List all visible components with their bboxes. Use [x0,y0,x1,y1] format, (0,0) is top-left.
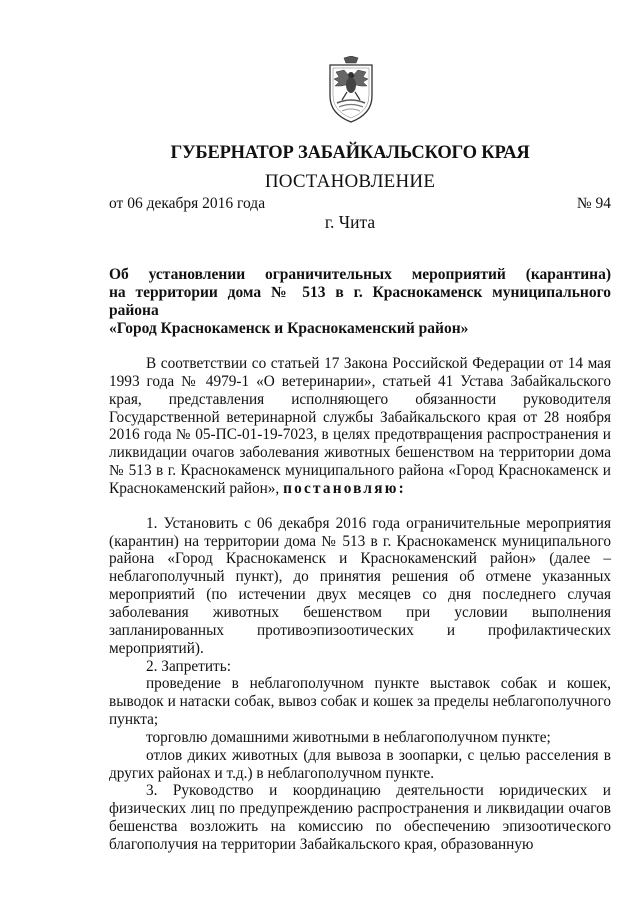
document-type: ПОСТАНОВЛЕНИЕ [264,171,436,192]
item-1-paragraph: 1. Установить с 06 декабря 2016 года ограничительные мероприятия (карантин) на территории дома № 513 в г. Краснокаменск муниципального района «Город Краснокаменск и Краснокаменский район» (далее – неблагополучный пункт), до принятия решения об отмене указанных мероприятий (по истечении двух месяцев со дня последнего случая заболевания животных бешенством при условии выполнения запланированных противоэпизоотических и профилактических мероприятий). [109,514,611,657]
document-body [109,355,611,854]
title-line-2: на территории дома № 513 в г. Краснокаменск муниципального района [109,284,611,319]
coat-of-arms-emblem [326,56,376,124]
ban-2-paragraph: торговлю домашними животными в неблагополучном пункте; [146,728,551,746]
ban-1-paragraph: проведение в неблагополучном пункте выставок собак и кошек, выводок и натаски собак, вывоз собак и кошек за пределы неблагополучного пункта; [109,675,611,729]
decree-word: постановляю: [283,479,406,497]
item-3-paragraph: 3. Руководство и координацию деятельности юридических и физических лиц по предупреждению распространения и ликвидации очагов бешенства возложить на комиссию по обеспечению эпизоотического благополучия на территории Забайкальского края, образованную [109,782,611,853]
document-date: от 06 декабря 2016 года [109,195,266,212]
intro-paragraph [109,355,611,498]
document-title [109,266,611,338]
issuing-authority: ГУБЕРНАТОР ЗАБАЙКАЛЬСКОГО КРАЯ [170,143,530,163]
title-line-1: Об установлении ограничительных мероприятий (карантина) [109,266,611,283]
eagle-crest-icon [326,56,376,124]
item-2-paragraph: 2. Запретить: [146,657,231,675]
document-city: г. Чита [324,212,376,232]
document-number: № 94 [576,195,611,212]
intro-text: В соответствии со статьей 17 Закона Российской Федерации от 14 мая 1993 года № 4979-1 «О ветеринарии», статьей 41 Устава Забайкальского края, представления исполняющего обязанности руководителя Государственной ветеринарной службы Забайкальского края от 28 ноября 2016 года № 05-ПС-01-19-7023, в целях предотвращения распространения и ликвидации очагов заболевания животных бешенством на территории дома № 513 в г. Краснокаменск муниципального района «Город Краснокаменск и Краснокаменский район», [109,355,611,497]
ban-3-paragraph: отлов диких животных (для вывоза в зоопарки, с целью расселения в других районах и т.д.) в неблагополучном пункте. [109,746,611,782]
title-line-3: «Город Краснокаменск и Краснокаменский район» [109,320,469,337]
